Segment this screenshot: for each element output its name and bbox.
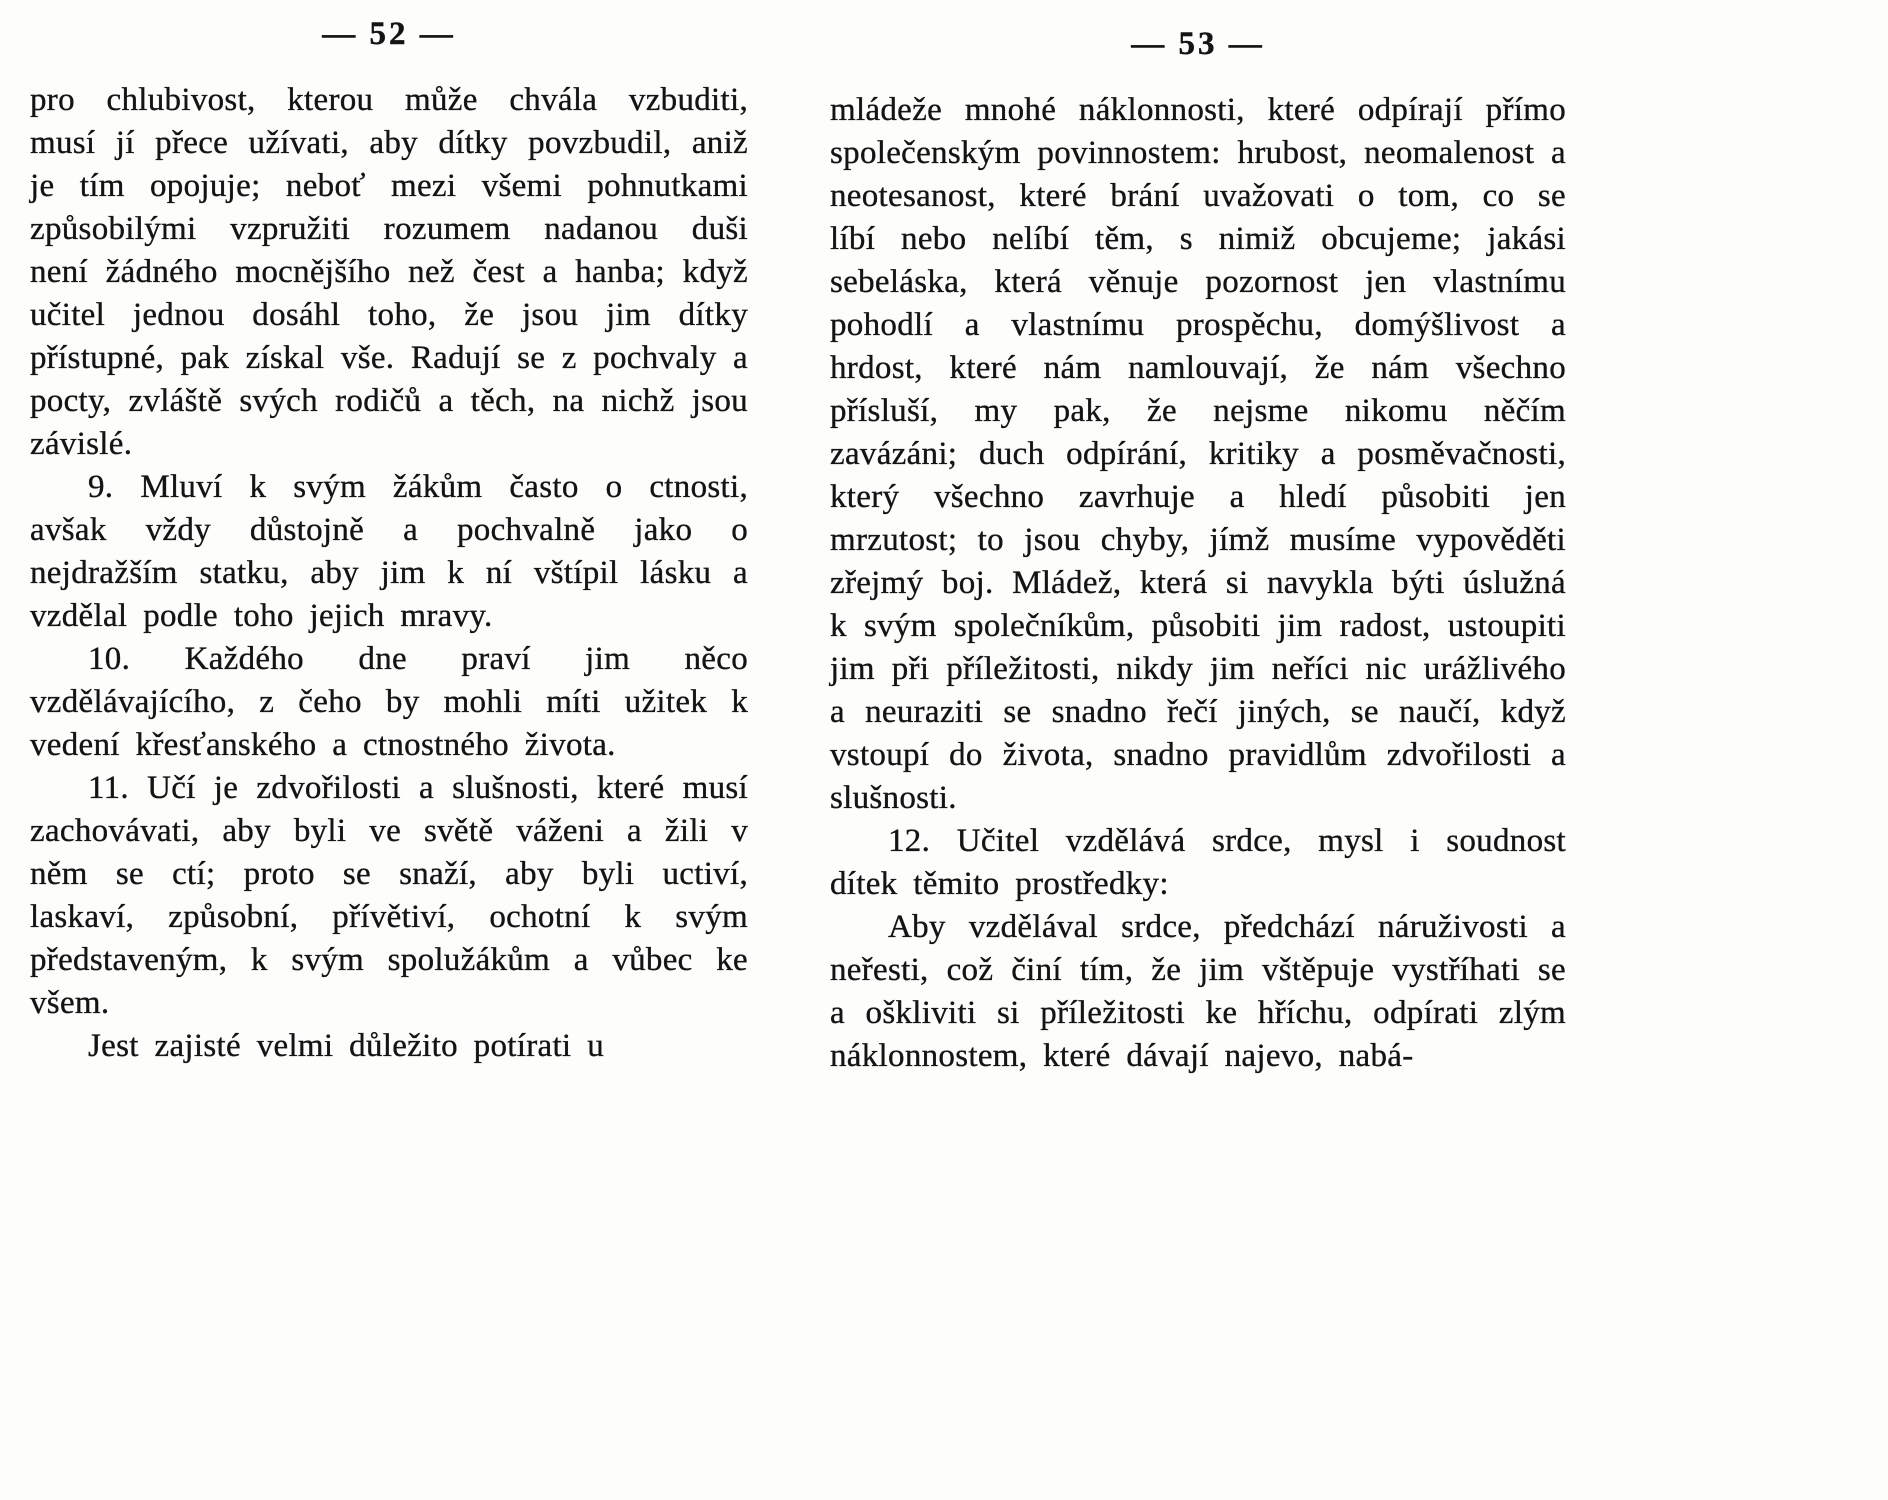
page-52 bbox=[30, 0, 748, 1068]
page-53 bbox=[830, 0, 1566, 1078]
paragraph: mládeže mnohé náklonnosti, které odpírají přímo společenským povinnostem: hrubost, neomalenost a neotesanost, které brání uvažovati o tom, co se líbí nebo nelíbí těm, s nimiž obcujeme; jakási sebeláska, která věnuje pozornost jen vlastnímu pohodlí a vlastnímu prospěchu, domýšlivost a hrdost, které nám namlouvají, že nám všechno přísluší, my pak, že nejsme nikomu něčím zavázáni; duch odpírání, kritiky a posměvačnosti, který všechno zavrhuje a hledí působiti jen mrzutost; to jsou chyby, jímž musíme vypověděti zřejmý boj. Mládež, která si navykla býti úslužná k svým společníkům, působiti jim radost, ustoupiti jim při příležitosti, nikdy jim neříci nic urážlivého a neuraziti se snadno řečí jiných, se naučí, když vstoupí do života, snadno pravidlům zdvořilosti a slušnosti. bbox=[830, 92, 1566, 816]
page-number-right: — 53 — bbox=[1131, 26, 1265, 62]
paragraph: pro chlubivost, kterou může chvála vzbuditi, musí jí přece užívati, aby dítky povzbudil, aniž je tím opojuje; neboť mezi všemi pohnutkami způsobilými vzpružiti rozumem nadanou duši není žádného mocnějšího než čest a hanba; když učitel jednou dosáhl toho, že jsou jim dítky přístupné, pak získal vše. Radují se z pochvaly a pocty, zvláště svých rodičů a těch, na nichž jsou závislé. bbox=[30, 82, 748, 462]
paragraph: Jest zajisté velmi důležito potírati u bbox=[88, 1028, 604, 1064]
paragraph: 11. Učí je zdvořilosti a slušnosti, které musí zachovávati, aby byli ve světě váženi a žili v něm se ctí; proto se snaží, aby byli uctiví, laskaví, způsobní, přívětiví, ochotní k svým představeným, k svým spolužákům a vůbec ke všem. bbox=[30, 770, 748, 1021]
page-number-left: — 52 — bbox=[322, 16, 456, 52]
paragraph: 12. Učitel vzdělává srdce, mysl i soudnost dítek těmito prostředky: bbox=[830, 823, 1566, 902]
paragraph: Aby vzdělával srdce, předchází náruživosti a neřesti, což činí tím, že jim vštěpuje vystříhati se a oškliviti si příležitosti ke hříchu, odpírati zlým náklonnostem, které dávají najevo, nabá- bbox=[830, 909, 1566, 1074]
paragraph: 9. Mluví k svým žákům často o ctnosti, avšak vždy důstojně a pochvalně jako o nejdražším statku, aby jim k ní vštípil lásku a vzdělal podle toho jejich mravy. bbox=[30, 469, 748, 634]
paragraph: 10. Každého dne praví jim něco vzdělávajícího, z čeho by mohli míti užitek k vedení křesťanského a ctnostného života. bbox=[30, 641, 748, 763]
